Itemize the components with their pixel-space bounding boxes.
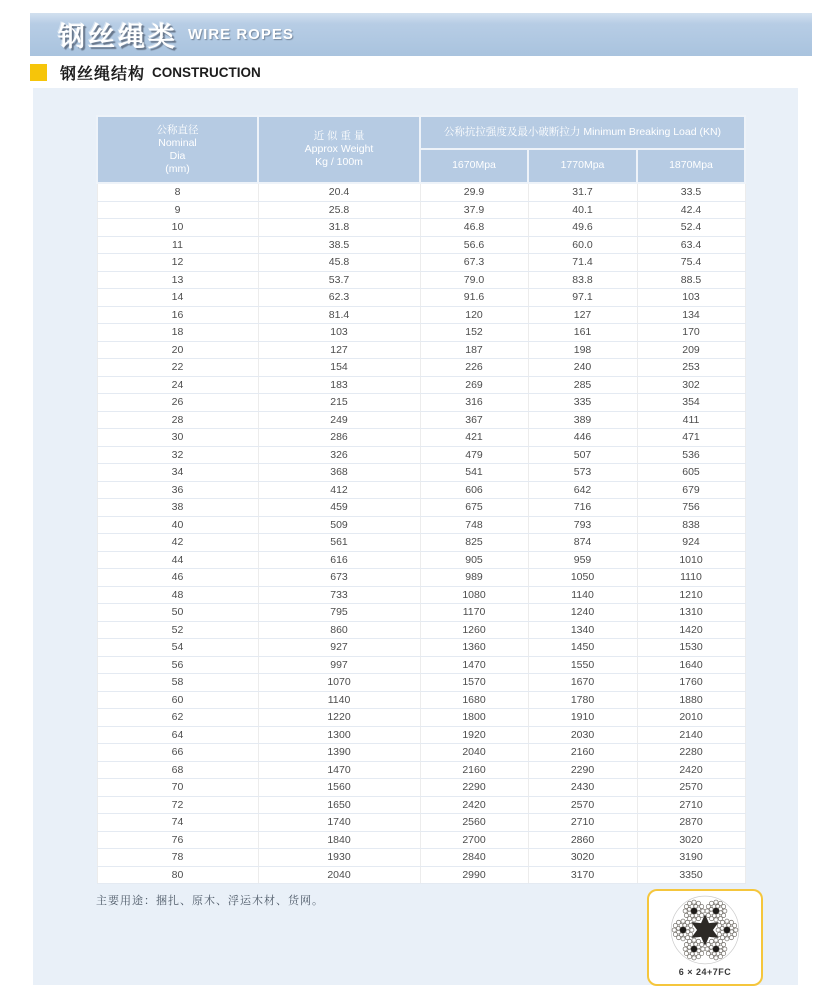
table-cell: 1760 — [637, 674, 745, 692]
table-cell: 2030 — [528, 726, 637, 744]
table-cell: 42 — [97, 534, 258, 552]
table-cell: 183 — [258, 376, 420, 394]
table-cell: 1550 — [528, 656, 637, 674]
table-cell: 2290 — [528, 761, 637, 779]
table-cell: 716 — [528, 499, 637, 517]
table-cell: 81.4 — [258, 306, 420, 324]
table-cell: 38.5 — [258, 236, 420, 254]
table-cell: 1800 — [420, 709, 528, 727]
table-cell: 54 — [97, 639, 258, 657]
col-header-1770mpa: 1770Mpa — [528, 149, 637, 183]
table-row — [97, 691, 745, 709]
table-cell: 215 — [258, 394, 420, 412]
table-cell: 335 — [528, 394, 637, 412]
table-cell: 756 — [637, 499, 745, 517]
table-cell: 286 — [258, 429, 420, 447]
table-cell: 825 — [420, 534, 528, 552]
table-cell: 605 — [637, 464, 745, 482]
table-cell: 1740 — [258, 814, 420, 832]
table-cell: 70 — [97, 779, 258, 797]
table-cell: 471 — [637, 429, 745, 447]
table-cell: 1450 — [528, 639, 637, 657]
table-row — [97, 831, 745, 849]
table-cell: 795 — [258, 604, 420, 622]
table-row — [97, 376, 745, 394]
table-cell: 187 — [420, 341, 528, 359]
table-cell: 134 — [637, 306, 745, 324]
table-row — [97, 569, 745, 587]
table-cell: 905 — [420, 551, 528, 569]
table-cell: 72 — [97, 796, 258, 814]
table-row — [97, 604, 745, 622]
table-cell: 63.4 — [637, 236, 745, 254]
table-cell: 2990 — [420, 866, 528, 884]
table-cell: 154 — [258, 359, 420, 377]
table-row — [97, 534, 745, 552]
table-cell: 1210 — [637, 586, 745, 604]
col2-zh: 近 似 重 量 — [313, 130, 365, 142]
table-cell: 2290 — [420, 779, 528, 797]
table-row — [97, 656, 745, 674]
table-cell: 120 — [420, 306, 528, 324]
table-cell: 42.4 — [637, 201, 745, 219]
section-title-en: CONSTRUCTION — [152, 64, 261, 80]
table-cell: 68 — [97, 761, 258, 779]
table-cell: 103 — [258, 324, 420, 342]
banner-title-en: WIRE ROPES — [188, 26, 294, 43]
table-cell: 1140 — [258, 691, 420, 709]
table-cell: 56.6 — [420, 236, 528, 254]
table-cell: 26 — [97, 394, 258, 412]
table-row — [97, 779, 745, 797]
table-cell: 3190 — [637, 849, 745, 867]
table-cell: 50 — [97, 604, 258, 622]
table-cell: 1780 — [528, 691, 637, 709]
table-cell: 285 — [528, 376, 637, 394]
table-row — [97, 464, 745, 482]
table-cell: 1570 — [420, 674, 528, 692]
table-cell: 1170 — [420, 604, 528, 622]
table-row — [97, 551, 745, 569]
table-cell: 2570 — [637, 779, 745, 797]
table-cell: 76 — [97, 831, 258, 849]
table-cell: 10 — [97, 219, 258, 237]
col2-en2: Kg / 100m — [315, 156, 363, 168]
table-cell: 412 — [258, 481, 420, 499]
table-cell: 20.4 — [258, 183, 420, 201]
table-cell: 38 — [97, 499, 258, 517]
table-cell: 1080 — [420, 586, 528, 604]
table-cell: 103 — [637, 289, 745, 307]
table-row — [97, 586, 745, 604]
table-row — [97, 394, 745, 412]
table-cell: 2420 — [420, 796, 528, 814]
table-cell: 31.8 — [258, 219, 420, 237]
table-cell: 60.0 — [528, 236, 637, 254]
table-row — [97, 236, 745, 254]
col-header-1870mpa: 1870Mpa — [637, 149, 745, 183]
table-cell: 326 — [258, 446, 420, 464]
table-cell: 1880 — [637, 691, 745, 709]
table-cell: 12 — [97, 254, 258, 272]
table-cell: 48 — [97, 586, 258, 604]
table-cell: 226 — [420, 359, 528, 377]
table-cell: 860 — [258, 621, 420, 639]
table-cell: 793 — [528, 516, 637, 534]
table-cell: 1920 — [420, 726, 528, 744]
table-cell: 1670 — [528, 674, 637, 692]
col-header-1670mpa: 1670Mpa — [420, 149, 528, 183]
table-cell: 3350 — [637, 866, 745, 884]
table-cell: 2570 — [528, 796, 637, 814]
col1-en2: Dia — [169, 149, 186, 162]
table-cell: 18 — [97, 324, 258, 342]
table-cell: 62.3 — [258, 289, 420, 307]
table-cell: 1010 — [637, 551, 745, 569]
table-cell: 2560 — [420, 814, 528, 832]
table-cell: 316 — [420, 394, 528, 412]
table-cell: 1470 — [420, 656, 528, 674]
table-cell: 2700 — [420, 831, 528, 849]
col-header-nominal-dia — [97, 116, 258, 183]
table-cell: 2040 — [258, 866, 420, 884]
table-cell: 91.6 — [420, 289, 528, 307]
table-cell: 2870 — [637, 814, 745, 832]
table-cell: 1930 — [258, 849, 420, 867]
table-cell: 302 — [637, 376, 745, 394]
table-cell: 53.7 — [258, 271, 420, 289]
table-cell: 507 — [528, 446, 637, 464]
spec-table — [96, 115, 746, 884]
table-row — [97, 429, 745, 447]
table-cell: 79.0 — [420, 271, 528, 289]
table-cell: 997 — [258, 656, 420, 674]
col2-en1: Approx Weight — [304, 143, 374, 155]
table-cell: 29.9 — [420, 183, 528, 201]
table-cell: 2010 — [637, 709, 745, 727]
table-cell: 34 — [97, 464, 258, 482]
rope-construction-card — [647, 889, 763, 986]
table-cell: 240 — [528, 359, 637, 377]
table-cell: 45.8 — [258, 254, 420, 272]
rope-cross-section-icon — [669, 894, 741, 966]
table-row — [97, 499, 745, 517]
table-cell: 161 — [528, 324, 637, 342]
table-row — [97, 709, 745, 727]
table-cell: 3020 — [637, 831, 745, 849]
table-row — [97, 341, 745, 359]
table-row — [97, 254, 745, 272]
table-row — [97, 639, 745, 657]
table-cell: 14 — [97, 289, 258, 307]
table-cell: 748 — [420, 516, 528, 534]
table-row — [97, 271, 745, 289]
table-cell: 2710 — [637, 796, 745, 814]
table-cell: 733 — [258, 586, 420, 604]
table-cell: 673 — [258, 569, 420, 587]
section-title-zh: 钢丝绳结构 — [60, 65, 146, 83]
table-cell: 927 — [258, 639, 420, 657]
table-cell: 75.4 — [637, 254, 745, 272]
table-cell: 446 — [528, 429, 637, 447]
table-cell: 2040 — [420, 744, 528, 762]
table-row — [97, 744, 745, 762]
table-cell: 1470 — [258, 761, 420, 779]
table-row — [97, 866, 745, 884]
table-cell: 3020 — [528, 849, 637, 867]
banner-title-zh: 钢丝绳类 — [58, 22, 178, 52]
table-cell: 52.4 — [637, 219, 745, 237]
table-cell: 64 — [97, 726, 258, 744]
table-cell: 1300 — [258, 726, 420, 744]
table-cell: 2840 — [420, 849, 528, 867]
col-header-approx-weight — [258, 116, 420, 183]
table-cell: 88.5 — [637, 271, 745, 289]
table-row — [97, 481, 745, 499]
table-cell: 459 — [258, 499, 420, 517]
table-cell: 679 — [637, 481, 745, 499]
table-cell: 1420 — [637, 621, 745, 639]
table-row — [97, 201, 745, 219]
table-cell: 1310 — [637, 604, 745, 622]
table-row — [97, 796, 745, 814]
table-cell: 1140 — [528, 586, 637, 604]
table-cell: 2160 — [420, 761, 528, 779]
table-cell: 40 — [97, 516, 258, 534]
table-cell: 354 — [637, 394, 745, 412]
table-cell: 9 — [97, 201, 258, 219]
table-cell: 1560 — [258, 779, 420, 797]
table-cell: 66 — [97, 744, 258, 762]
table-row — [97, 446, 745, 464]
table-cell: 152 — [420, 324, 528, 342]
table-cell: 1050 — [528, 569, 637, 587]
table-cell: 58 — [97, 674, 258, 692]
table-row — [97, 289, 745, 307]
table-row — [97, 516, 745, 534]
table-cell: 1390 — [258, 744, 420, 762]
table-row — [97, 306, 745, 324]
yellow-bullet-icon — [30, 64, 47, 81]
col1-en3: (mm) — [165, 162, 190, 175]
table-cell: 989 — [420, 569, 528, 587]
table-cell: 959 — [528, 551, 637, 569]
spec-table-body — [97, 183, 745, 884]
table-cell: 33.5 — [637, 183, 745, 201]
table-cell: 20 — [97, 341, 258, 359]
table-cell: 509 — [258, 516, 420, 534]
table-cell: 1650 — [258, 796, 420, 814]
table-cell: 49.6 — [528, 219, 637, 237]
table-cell: 675 — [420, 499, 528, 517]
table-cell: 83.8 — [528, 271, 637, 289]
table-cell: 606 — [420, 481, 528, 499]
table-cell: 1070 — [258, 674, 420, 692]
page-banner — [30, 13, 812, 56]
table-cell: 2860 — [528, 831, 637, 849]
table-cell: 30 — [97, 429, 258, 447]
usage-note: 主要用途：捆扎、原木、浮运木材、货网。 — [96, 895, 324, 907]
table-row — [97, 621, 745, 639]
table-cell: 32 — [97, 446, 258, 464]
table-cell: 536 — [637, 446, 745, 464]
table-cell: 249 — [258, 411, 420, 429]
table-cell: 838 — [637, 516, 745, 534]
table-row — [97, 674, 745, 692]
table-row — [97, 183, 745, 201]
table-row — [97, 219, 745, 237]
table-cell: 1260 — [420, 621, 528, 639]
table-cell: 46 — [97, 569, 258, 587]
table-cell: 2430 — [528, 779, 637, 797]
table-cell: 170 — [637, 324, 745, 342]
table-cell: 62 — [97, 709, 258, 727]
table-cell: 2420 — [637, 761, 745, 779]
table-cell: 1110 — [637, 569, 745, 587]
table-cell: 198 — [528, 341, 637, 359]
table-cell: 1240 — [528, 604, 637, 622]
table-cell: 78 — [97, 849, 258, 867]
table-cell: 24 — [97, 376, 258, 394]
table-cell: 924 — [637, 534, 745, 552]
table-cell: 2160 — [528, 744, 637, 762]
section-heading — [30, 62, 261, 82]
table-cell: 56 — [97, 656, 258, 674]
table-cell: 2140 — [637, 726, 745, 744]
table-cell: 36 — [97, 481, 258, 499]
table-cell: 127 — [258, 341, 420, 359]
table-cell: 479 — [420, 446, 528, 464]
table-cell: 60 — [97, 691, 258, 709]
table-row — [97, 849, 745, 867]
table-row — [97, 324, 745, 342]
table-cell: 40.1 — [528, 201, 637, 219]
table-cell: 1340 — [528, 621, 637, 639]
spec-table-header — [97, 116, 745, 183]
table-cell: 74 — [97, 814, 258, 832]
table-cell: 616 — [258, 551, 420, 569]
table-cell: 2280 — [637, 744, 745, 762]
table-cell: 1680 — [420, 691, 528, 709]
table-cell: 37.9 — [420, 201, 528, 219]
col1-en1: Nominal — [158, 136, 197, 149]
table-cell: 1530 — [637, 639, 745, 657]
table-cell: 367 — [420, 411, 528, 429]
table-cell: 11 — [97, 236, 258, 254]
table-cell: 389 — [528, 411, 637, 429]
table-cell: 31.7 — [528, 183, 637, 201]
table-cell: 1840 — [258, 831, 420, 849]
table-cell: 44 — [97, 551, 258, 569]
table-cell: 253 — [637, 359, 745, 377]
table-cell: 573 — [528, 464, 637, 482]
table-cell: 421 — [420, 429, 528, 447]
table-cell: 874 — [528, 534, 637, 552]
table-cell: 269 — [420, 376, 528, 394]
table-cell: 13 — [97, 271, 258, 289]
table-cell: 8 — [97, 183, 258, 201]
table-cell: 22 — [97, 359, 258, 377]
table-cell: 52 — [97, 621, 258, 639]
col-header-breaking-load-group: 公称抗拉强度及最小破断拉力 Minimum Breaking Load (KN) — [420, 116, 745, 149]
table-row — [97, 411, 745, 429]
table-cell: 97.1 — [528, 289, 637, 307]
table-cell: 1220 — [258, 709, 420, 727]
table-cell: 1360 — [420, 639, 528, 657]
table-row — [97, 726, 745, 744]
table-row — [97, 761, 745, 779]
table-cell: 28 — [97, 411, 258, 429]
rope-construction-label: 6 × 24+7FC — [678, 967, 732, 977]
table-cell: 2710 — [528, 814, 637, 832]
table-row — [97, 359, 745, 377]
table-cell: 541 — [420, 464, 528, 482]
table-cell: 67.3 — [420, 254, 528, 272]
table-cell: 642 — [528, 481, 637, 499]
table-cell: 80 — [97, 866, 258, 884]
table-cell: 127 — [528, 306, 637, 324]
table-cell: 561 — [258, 534, 420, 552]
table-cell: 368 — [258, 464, 420, 482]
table-row — [97, 814, 745, 832]
table-cell: 71.4 — [528, 254, 637, 272]
table-cell: 1910 — [528, 709, 637, 727]
table-cell: 25.8 — [258, 201, 420, 219]
table-cell: 209 — [637, 341, 745, 359]
table-cell: 3170 — [528, 866, 637, 884]
table-cell: 46.8 — [420, 219, 528, 237]
table-cell: 411 — [637, 411, 745, 429]
table-cell: 16 — [97, 306, 258, 324]
col1-zh: 公称直径 — [156, 123, 199, 136]
table-cell: 1640 — [637, 656, 745, 674]
